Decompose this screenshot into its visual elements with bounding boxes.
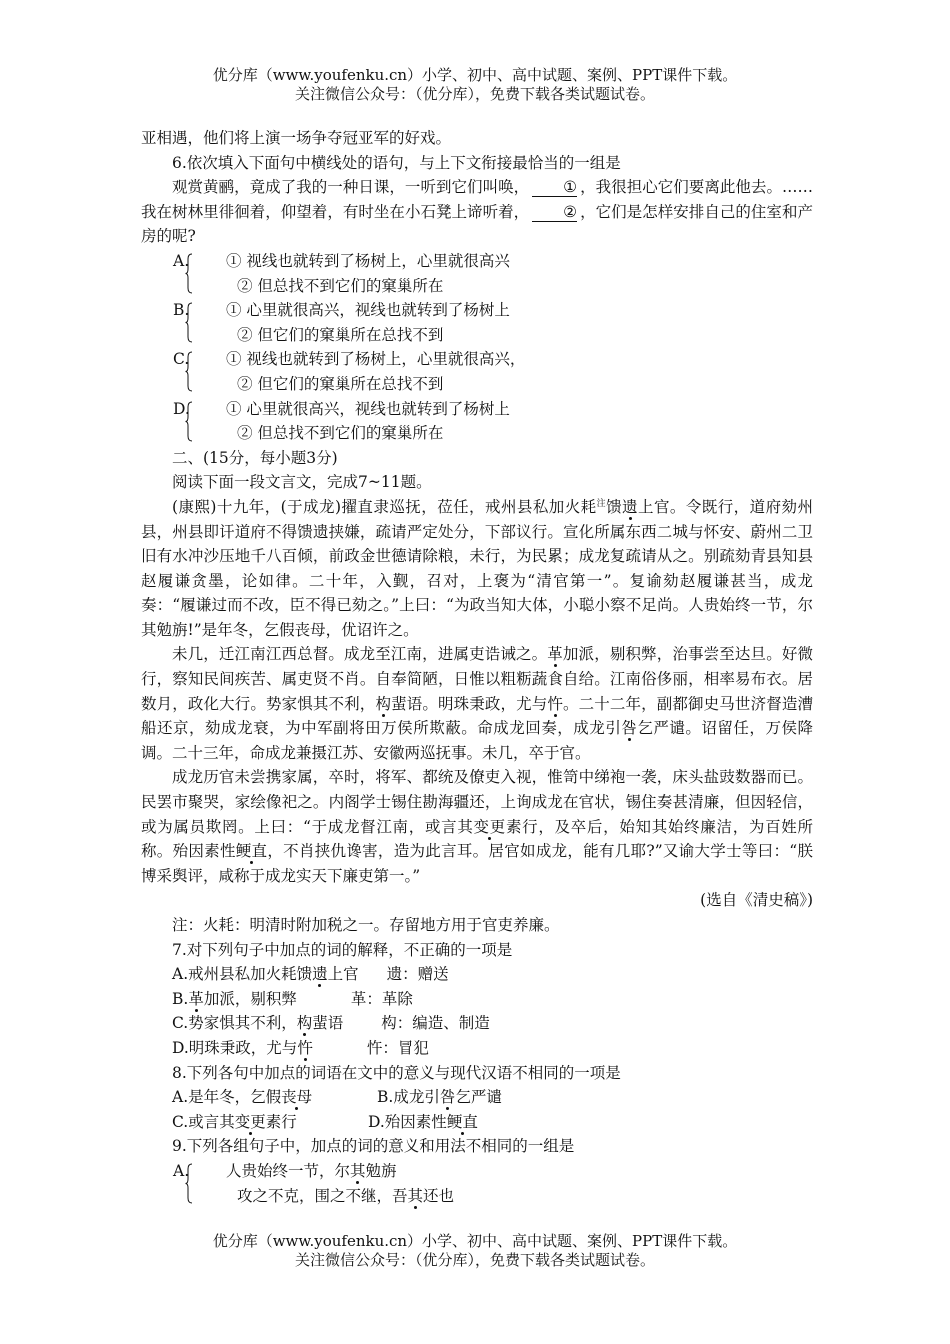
passage-source: (选自《清史稿》) — [700, 891, 813, 910]
q9-stem: 9.下列各组句子中，加点的词的意义和用法不相同的一组是 — [172, 1137, 575, 1156]
section-2-instruction: 阅读下面一段文言文，完成7~11题。 — [172, 473, 432, 492]
opt-post: 上官 — [327, 965, 359, 984]
opt-pre: D.殆因素性 — [368, 1112, 447, 1131]
p2-d: 。二十二年，副都御史马世济督造漕船还京，劾成龙衰，为中军副将田万侯所欺蔽。命成龙回奏，成龙引 — [141, 694, 813, 738]
opt-gloss: 构：编造、制造 — [381, 1014, 490, 1033]
dotted-word: 革 — [547, 645, 563, 664]
dotted-word: 革 — [188, 989, 204, 1008]
p3-a: 成龙历官未尝携家属，卒时，将军、都统及僚吏入视，惟笥中绨袍一袭，床头盐豉数器而已。民罢市聚哭，家绘像祀之。内阁学士锡住勘海疆还，上询成龙在官状，锡住奏甚清廉，但因轻信，或为属员欺罔。上曰：“于成龙督江南，或言其 — [141, 768, 813, 836]
header-line-2: 关注微信公众号：（优分库），免费下载各类试题试卷。 — [294, 85, 655, 103]
passage-paragraph-1 — [141, 495, 813, 643]
q8-options-ab — [141, 1085, 813, 1110]
header-line-1: 优分库（www.youfenku.cn）小学、初中、高中试题、案例、PPT课件下载。 — [212, 66, 738, 84]
q7-option-b — [141, 987, 813, 1012]
option-letter: A. — [173, 1161, 190, 1180]
document-body — [141, 126, 813, 1208]
dotted-word: 丧母 — [281, 1088, 313, 1107]
opt-post: 蜚语 — [312, 1014, 344, 1033]
opt-post: 还也 — [423, 1186, 455, 1205]
q6-passage-a: 观赏黄鹂，竟成了我的一种日课，一听到它们叫唤， — [172, 178, 530, 197]
opt-pre: 人贵始终一节，尔 — [226, 1161, 351, 1180]
p1-b: 馈 — [606, 497, 623, 516]
opt-gloss: 遗：赠送 — [386, 965, 449, 984]
q6-passage-c: ，它们是怎样安排自己的住室和产房的呢? — [141, 202, 813, 246]
footer-line-2: 关注微信公众号：（优分库），免费下载各类试题试卷。 — [294, 1251, 655, 1269]
dotted-word: 忤 — [547, 694, 564, 713]
p2-a: 未几，迁江南江西总督。成龙至江南，进属吏诰诫之。 — [172, 645, 548, 664]
p1-a: (康熙)十九年，(于成龙)擢直隶巡抚，莅任，戒州县私加火耗 — [172, 497, 597, 516]
q7-option-d — [141, 1036, 813, 1061]
option-line-2: ② 但它们的窠巢所在总找不到 — [237, 374, 444, 393]
opt-gloss: 忤：冒犯 — [366, 1038, 429, 1057]
passage-paragraph-2 — [141, 642, 813, 765]
intro-tail: 亚相遇，他们将上演一场争夺冠亚军的好戏。 — [141, 129, 452, 147]
option-line-1: ① 视线也就转到了杨树上，心里就很高兴， — [226, 350, 526, 369]
dotted-word: 鲠直 — [235, 842, 268, 861]
p2-b: 加派，剔积弊，治事尝至达旦。好微行，察知民间疾苦、属吏贤不肖。自奉简陋，日惟以粗粝蔬食自给。江南俗侈丽，相率易布衣。居数月，政化大行。势家惧其不利， — [141, 645, 813, 713]
p3-c: ，不肖挟仇谗害，造为此言耳。居官如成龙，能有几耶?”又谕大学士等曰：“朕博采舆评，咸称于成龙实天下廉吏第一。” — [141, 842, 813, 885]
q6-option-b — [141, 298, 813, 347]
opt-pre: 攻之不克，围之不继，吾 — [237, 1186, 408, 1205]
p2-e: 乞严谴。诏留任，万侯降调。二十三年，命成龙兼摄江苏、安徽两巡抚事。未几，卒于官。 — [141, 719, 813, 762]
option-letter: B. — [173, 301, 190, 320]
q7-option-a — [141, 962, 813, 987]
dotted-word: 变更 — [473, 817, 506, 836]
dotted-word: 咎 — [621, 719, 638, 738]
dotted-word: 变更 — [234, 1112, 266, 1131]
passage-paragraph-3 — [141, 765, 813, 888]
dotted-word: 其 — [407, 1186, 424, 1205]
q8-options-cd — [141, 1110, 813, 1135]
page-footer — [0, 1232, 950, 1270]
passage-note: 注：火耗：明清时附加税之一。存留地方用于官吏养廉。 — [172, 916, 560, 934]
q6-option-d — [141, 397, 813, 446]
dotted-word: 忤 — [297, 1038, 313, 1057]
p2-c: 蜚语。明珠秉政，尤与 — [391, 694, 548, 713]
opt-pre: A.是年冬，乞假 — [172, 1088, 282, 1107]
dotted-word: 其 — [350, 1161, 366, 1180]
q6-option-a — [141, 249, 813, 298]
footer-line-1: 优分库（www.youfenku.cn）小学、初中、高中试题、案例、PPT课件下载。 — [212, 1232, 738, 1250]
option-line-1: ① 心里就很高兴，视线也就转到了杨树上 — [226, 399, 510, 418]
opt-pre: B.成龙引 — [377, 1088, 440, 1107]
option-letter: C. — [173, 350, 190, 369]
opt-gloss: 革：革除 — [350, 989, 413, 1008]
q6-passage — [141, 175, 813, 249]
dotted-word: 咎 — [439, 1088, 456, 1107]
dotted-word: 构 — [296, 1014, 313, 1033]
q6-stem: 6.依次填入下面句中横线处的语句，与上下文衔接最恰当的一组是 — [172, 153, 621, 172]
opt-pre: C.势家惧其不利， — [172, 1014, 297, 1033]
option-letter: D. — [173, 399, 190, 418]
dotted-word: 遗 — [622, 497, 638, 516]
page-header — [0, 66, 950, 104]
brace-icon — [185, 1163, 193, 1204]
brace-icon — [185, 302, 193, 343]
dotted-word: 构 — [375, 694, 392, 713]
q6-passage-b: ，我很担心它们要离此他去。……我在树林里徘徊着，仰望着，有时坐在小石凳上谛听着， — [141, 178, 813, 221]
option-line-1 — [173, 1159, 813, 1184]
dotted-word: 鲠直 — [446, 1112, 478, 1131]
option-line-2: ② 但总找不到它们的窠巢所在 — [237, 276, 444, 295]
q7-option-c — [141, 1011, 813, 1036]
brace-icon — [185, 253, 193, 294]
brace-icon — [185, 401, 193, 442]
brace-icon — [185, 351, 193, 392]
q7-stem: 7.对下列句子中加点的词的解释，不正确的一项是 — [172, 940, 513, 959]
opt-pre: A.戒州县私加火耗馈 — [172, 965, 313, 984]
opt-pre: D.明珠秉政，尤与 — [172, 1038, 298, 1057]
q6-blank-2: ② — [532, 203, 577, 222]
opt-post: 乞严谴 — [455, 1088, 502, 1107]
dotted-word: 遗 — [312, 965, 328, 984]
q9-option-a — [141, 1159, 813, 1208]
opt-post: 勉旃 — [365, 1161, 397, 1180]
note-marker: 注 — [596, 498, 607, 509]
q6-blank-1: ① — [532, 178, 577, 197]
option-line-2: ② 但它们的窠巢所在总找不到 — [237, 325, 444, 344]
opt-pre: C.或言其 — [172, 1112, 235, 1131]
q8-stem: 8.下列各句中加点的词语在文中的意义与现代汉语不相同的一项是 — [172, 1063, 621, 1082]
option-line-2: ② 但总找不到它们的窠巢所在 — [237, 424, 444, 443]
option-line-2 — [173, 1184, 813, 1209]
opt-pre: B. — [172, 989, 189, 1008]
opt-post: 素行 — [265, 1112, 297, 1131]
option-line-1: ① 视线也就转到了杨树上，心里就很高兴 — [226, 251, 510, 270]
option-line-1: ① 心里就很高兴，视线也就转到了杨树上 — [226, 301, 510, 320]
opt-post: 加派，剔积弊 — [203, 989, 297, 1008]
p3-b: 素行，及卒后，始知其始终廉洁，为百姓所称。殆因素性 — [141, 817, 813, 861]
q6-option-c — [141, 347, 813, 396]
option-letter: A. — [173, 251, 190, 270]
section-2-heading: 二、(15分，每小题3分) — [172, 448, 338, 467]
p1-c: 上官。令既行，道府劾州县，州县即讦道府不得馈遗挟嫌，疏请严定处分，下部议行。宣化所属东西二城与怀安、蔚州二卫旧有水冲沙压地千八百倾，前政金世德请除粮，未行，为民累；成龙复疏请从之。别疏劾青县知县赵履谦贪墨，论如律。二十年，入觐，召对，上褒为“清官第一”。复谕劾赵履谦甚当，成龙奏：“履谦过而不改，臣不得已劾之。”上曰：“为政当知大体，小聪小察不足尚。人贵始终一节，尔其勉旃!”是年冬，乞假丧母，优诏许之。 — [141, 497, 813, 639]
